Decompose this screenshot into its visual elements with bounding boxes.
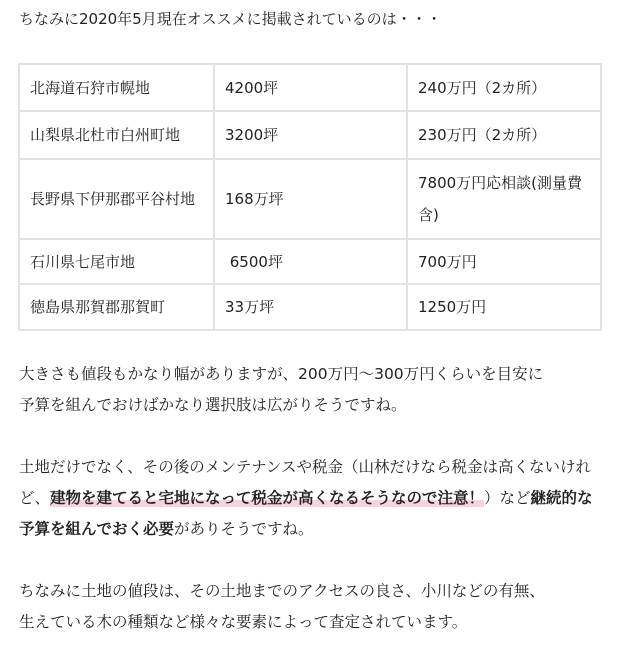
table-row [19,239,601,284]
table-row [19,64,601,111]
location-cell: 長野県下伊那郡平谷村地 [19,159,214,239]
paragraph-text: ）など [484,489,531,507]
intro-text: ちなみに2020年5月現在オススメに掲載されているのは・・・ [19,10,442,28]
area-cell: 168万坪 [214,159,407,239]
table-row [19,111,601,159]
location-cell: 徳島県那賀郡那賀町 [19,284,214,330]
paragraph-text: 土地だけでなく、その後のメンテナンスや税金（山林だけなら税金は高くないけれど、 [19,458,591,507]
paragraph-line: ちなみに土地の値段は、その土地までのアクセスの良さ、小川などの有無、 [19,582,545,600]
paragraph-text: がありそうですね。 [174,520,314,538]
area-cell: 3200坪 [214,111,407,159]
paragraph-line: 生えている木の種類など様々な要素によって査定されています。 [19,613,468,631]
table-row [19,159,601,239]
price-cell: 700万円 [407,239,601,284]
location-cell: 石川県七尾市地 [19,239,214,284]
table-row [19,284,601,330]
area-cell: 4200坪 [214,64,407,111]
price-cell: 7800万円応相談(測量費含) [407,159,601,239]
paragraph-line: 予算を組んでおけばかなり選択肢は広がりそうですね。 [19,396,407,414]
paragraph-valuation [19,576,607,638]
price-cell: 240万円（2カ所） [407,64,601,111]
bold-emphasis: 継続的な予算を組んでおく必要 [19,489,593,538]
area-cell: 6500坪 [214,239,407,284]
price-cell: 1250万円 [407,284,601,330]
paragraph-budget [19,359,607,421]
area-cell: 33万坪 [214,284,407,330]
price-cell: 230万円（2カ所） [407,111,601,159]
land-listing-table [18,63,602,331]
location-cell: 北海道石狩市幌地 [19,64,214,111]
paragraph-line: 大きさも値段もかなり幅がありますが、200万円～300万円くらいを目安に [19,365,544,383]
location-cell: 山梨県北杜市白州町地 [19,111,214,159]
highlighted-warning: 建物を建てると宅地になって税金が高くなるそうなので注意！ [50,489,485,507]
paragraph-tax [19,452,607,545]
